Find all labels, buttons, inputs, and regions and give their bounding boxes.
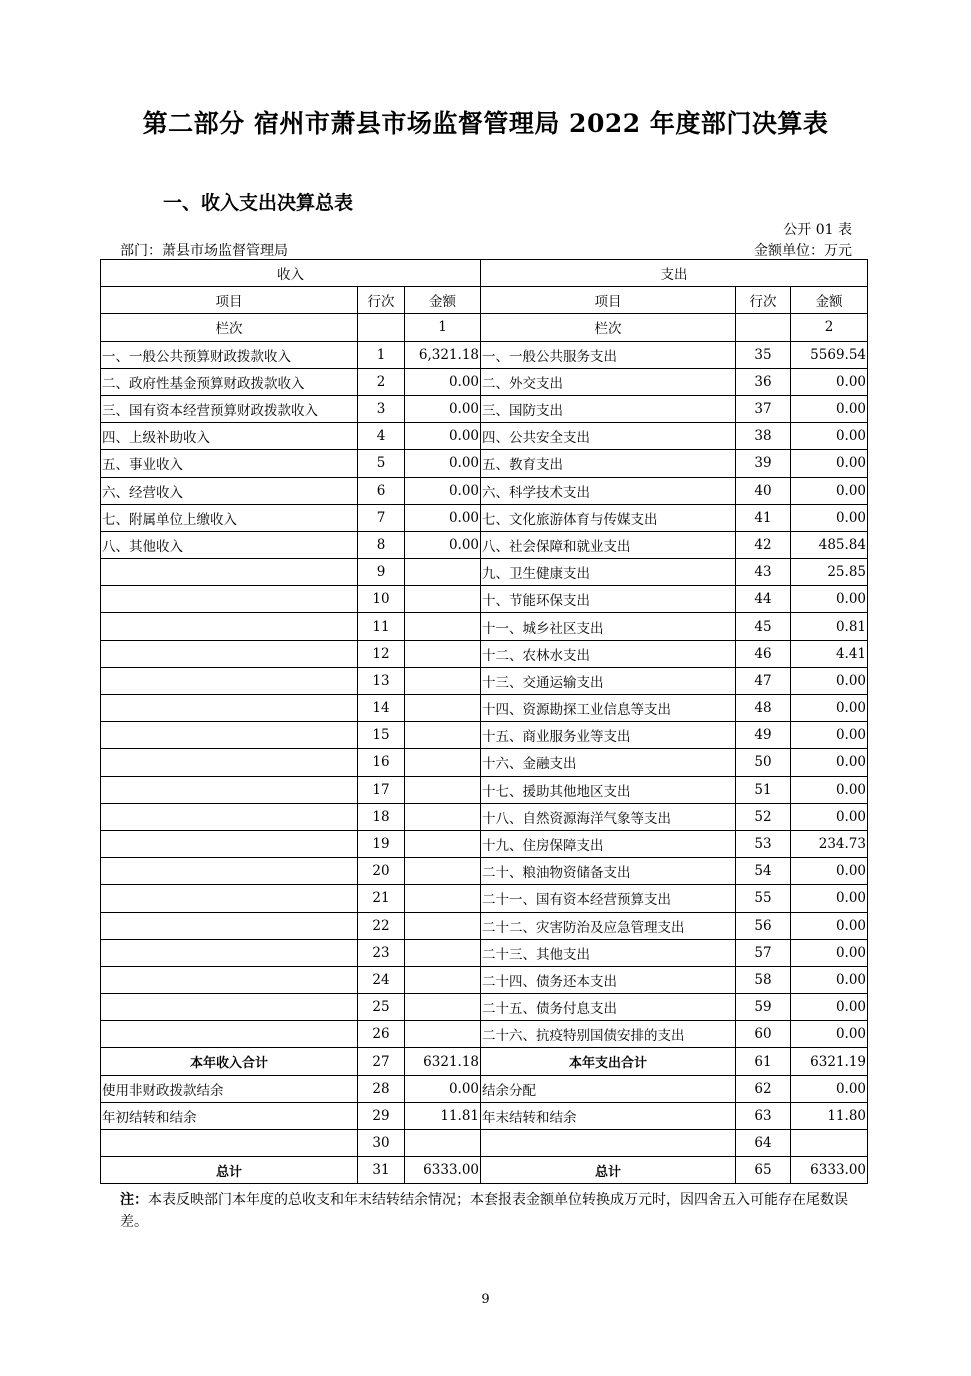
expense-item-cell: 十四、资源勘探工业信息等支出	[481, 695, 736, 722]
expense-item-cell: 结余分配	[481, 1075, 736, 1102]
income-item-cell: 三、国有资本经营预算财政拨款收入	[101, 395, 358, 422]
expense-row-number-cell: 63	[736, 1102, 791, 1129]
income-item-cell	[101, 613, 358, 640]
table-row	[101, 667, 868, 694]
income-item-cell	[101, 830, 358, 857]
expense-row-number-cell: 43	[736, 559, 791, 586]
income-amount-cell	[405, 1130, 481, 1157]
expense-item-cell: 二、外交支出	[481, 368, 736, 395]
expense-group-header: 支出	[481, 260, 868, 287]
income-item-cell	[101, 912, 358, 939]
expense-amount-cell: 0.81	[791, 613, 868, 640]
income-amount-cell: 0.00	[405, 395, 481, 422]
income-row-number-cell: 7	[358, 504, 405, 531]
income-item-cell: 四、上级补助收入	[101, 423, 358, 450]
expense-amount-cell: 0.00	[791, 939, 868, 966]
income-row-number-cell: 17	[358, 776, 405, 803]
income-row-number-cell: 23	[358, 939, 405, 966]
expense-lanci-number: 2	[791, 314, 868, 341]
department-label: 部门：萧县市场监督管理局	[120, 243, 288, 259]
expense-row-header: 行次	[736, 287, 791, 314]
page-number: 9	[481, 1292, 490, 1307]
expense-row-number-cell: 42	[736, 531, 791, 558]
expense-item-cell: 十八、自然资源海洋气象等支出	[481, 803, 736, 830]
expense-lanci-label: 栏次	[481, 314, 736, 341]
expense-amount-cell: 0.00	[791, 912, 868, 939]
expense-item-cell: 十三、交通运输支出	[481, 667, 736, 694]
table-row	[101, 368, 868, 395]
expense-item-cell: 七、文化旅游体育与传媒支出	[481, 504, 736, 531]
expense-item-cell: 十、节能环保支出	[481, 586, 736, 613]
table-row	[101, 1021, 868, 1048]
expense-amount-cell: 0.00	[791, 395, 868, 422]
expense-item-cell: 三、国防支出	[481, 395, 736, 422]
table-row	[101, 994, 868, 1021]
income-row-number-cell: 12	[358, 640, 405, 667]
table-row	[101, 749, 868, 776]
expense-item-cell: 二十三、其他支出	[481, 939, 736, 966]
income-item-cell	[101, 667, 358, 694]
income-amount-cell	[405, 559, 481, 586]
expense-amount-cell: 0.00	[791, 695, 868, 722]
expense-amount-cell: 0.00	[791, 1021, 868, 1048]
section-heading: 一、收入支出决算总表	[163, 192, 354, 214]
income-lanci-row	[358, 314, 405, 341]
income-amount-cell	[405, 640, 481, 667]
expense-row-number-cell: 48	[736, 695, 791, 722]
table-row	[101, 1048, 868, 1075]
expense-amount-header: 金额	[791, 287, 868, 314]
expense-amount-cell: 4.41	[791, 640, 868, 667]
income-item-cell	[101, 695, 358, 722]
expense-item-cell: 六、科学技术支出	[481, 477, 736, 504]
income-row-number-cell: 14	[358, 695, 405, 722]
table-row	[101, 477, 868, 504]
income-amount-cell: 0.00	[405, 477, 481, 504]
income-row-number-cell: 20	[358, 858, 405, 885]
income-amount-cell	[405, 830, 481, 857]
expense-amount-cell: 0.00	[791, 423, 868, 450]
footnote-text: 本表反映部门本年度的总收支和年末结转结余情况；本套报表金额单位转换成万元时，因四舍五入可能存在尾数误差。	[120, 1192, 848, 1230]
table-row	[101, 830, 868, 857]
lanci-row	[101, 314, 868, 341]
income-amount-cell	[405, 858, 481, 885]
income-item-cell	[101, 1130, 358, 1157]
expense-amount-cell: 0.00	[791, 586, 868, 613]
expense-item-cell: 四、公共安全支出	[481, 423, 736, 450]
expense-item-cell: 十二、农林水支出	[481, 640, 736, 667]
expense-row-number-cell: 45	[736, 613, 791, 640]
expense-item-cell: 一、一般公共服务支出	[481, 341, 736, 368]
expense-item-cell: 二十五、债务付息支出	[481, 994, 736, 1021]
table-row	[101, 1102, 868, 1129]
income-row-number-cell: 18	[358, 803, 405, 830]
expense-item-cell: 本年支出合计	[481, 1048, 736, 1075]
group-header-row	[101, 260, 868, 287]
table-row	[101, 341, 868, 368]
income-amount-cell: 0.00	[405, 368, 481, 395]
expense-row-number-cell: 46	[736, 640, 791, 667]
income-amount-cell	[405, 776, 481, 803]
table-row	[101, 450, 868, 477]
income-row-number-cell: 19	[358, 830, 405, 857]
expense-item-cell: 二十四、债务还本支出	[481, 966, 736, 993]
income-amount-cell	[405, 586, 481, 613]
income-amount-cell: 0.00	[405, 531, 481, 558]
expense-item-cell: 二十一、国有资本经营预算支出	[481, 885, 736, 912]
expense-row-number-cell: 59	[736, 994, 791, 1021]
income-row-header: 行次	[358, 287, 405, 314]
income-item-cell	[101, 966, 358, 993]
income-amount-cell: 0.00	[405, 1075, 481, 1102]
table-row	[101, 966, 868, 993]
expense-row-number-cell: 53	[736, 830, 791, 857]
expense-row-number-cell: 40	[736, 477, 791, 504]
column-header-row	[101, 287, 868, 314]
expense-row-number-cell: 61	[736, 1048, 791, 1075]
income-item-cell: 总计	[101, 1157, 358, 1184]
income-item-header: 项目	[101, 287, 358, 314]
income-amount-cell	[405, 667, 481, 694]
income-item-cell: 八、其他收入	[101, 531, 358, 558]
expense-amount-cell: 234.73	[791, 830, 868, 857]
expense-row-number-cell: 47	[736, 667, 791, 694]
income-item-cell	[101, 776, 358, 803]
income-item-cell	[101, 858, 358, 885]
expense-amount-cell: 0.00	[791, 749, 868, 776]
income-amount-cell: 0.00	[405, 423, 481, 450]
income-amount-cell	[405, 994, 481, 1021]
income-item-cell: 六、经营收入	[101, 477, 358, 504]
expense-row-number-cell: 35	[736, 341, 791, 368]
expense-amount-cell: 0.00	[791, 504, 868, 531]
table-row	[101, 722, 868, 749]
income-amount-cell: 6321.18	[405, 1048, 481, 1075]
expense-amount-cell: 0.00	[791, 667, 868, 694]
income-item-cell	[101, 803, 358, 830]
expense-row-number-cell: 50	[736, 749, 791, 776]
income-item-cell	[101, 722, 358, 749]
income-row-number-cell: 29	[358, 1102, 405, 1129]
income-amount-cell: 6,321.18	[405, 341, 481, 368]
expense-amount-cell: 0.00	[791, 803, 868, 830]
income-row-number-cell: 31	[358, 1157, 405, 1184]
expense-amount-cell: 0.00	[791, 368, 868, 395]
table-row	[101, 640, 868, 667]
income-item-cell	[101, 559, 358, 586]
income-row-number-cell: 2	[358, 368, 405, 395]
income-item-cell	[101, 994, 358, 1021]
income-row-number-cell: 11	[358, 613, 405, 640]
expense-row-number-cell: 49	[736, 722, 791, 749]
expense-row-number-cell: 56	[736, 912, 791, 939]
income-lanci-number: 1	[405, 314, 481, 341]
income-amount-cell	[405, 966, 481, 993]
table-row	[101, 395, 868, 422]
income-amount-cell	[405, 749, 481, 776]
expense-item-cell: 十七、援助其他地区支出	[481, 776, 736, 803]
form-number: 公开 01 表	[783, 222, 852, 238]
income-row-number-cell: 3	[358, 395, 405, 422]
income-amount-cell: 0.00	[405, 504, 481, 531]
table-row	[101, 423, 868, 450]
table-row	[101, 1075, 868, 1102]
income-item-cell	[101, 939, 358, 966]
expense-row-number-cell: 60	[736, 1021, 791, 1048]
expense-amount-cell: 0.00	[791, 966, 868, 993]
table-row	[101, 504, 868, 531]
income-row-number-cell: 25	[358, 994, 405, 1021]
expense-amount-cell: 6333.00	[791, 1157, 868, 1184]
expense-amount-cell: 0.00	[791, 994, 868, 1021]
income-item-cell	[101, 586, 358, 613]
expense-row-number-cell: 62	[736, 1075, 791, 1102]
expense-item-cell: 八、社会保障和就业支出	[481, 531, 736, 558]
income-item-cell: 五、事业收入	[101, 450, 358, 477]
table-row	[101, 885, 868, 912]
income-item-cell	[101, 640, 358, 667]
income-amount-cell	[405, 1021, 481, 1048]
income-row-number-cell: 21	[358, 885, 405, 912]
expense-item-cell: 总计	[481, 1157, 736, 1184]
table-row	[101, 559, 868, 586]
expense-item-cell: 十九、住房保障支出	[481, 830, 736, 857]
footnote-label: 注：	[120, 1192, 148, 1208]
expense-row-number-cell: 36	[736, 368, 791, 395]
expense-item-cell: 十六、金融支出	[481, 749, 736, 776]
expense-row-number-cell: 65	[736, 1157, 791, 1184]
table-row	[101, 695, 868, 722]
table-row	[101, 776, 868, 803]
income-row-number-cell: 9	[358, 559, 405, 586]
income-item-cell	[101, 885, 358, 912]
income-item-cell: 使用非财政拨款结余	[101, 1075, 358, 1102]
income-item-cell: 本年收入合计	[101, 1048, 358, 1075]
expense-item-cell	[481, 1130, 736, 1157]
expense-item-cell: 九、卫生健康支出	[481, 559, 736, 586]
income-row-number-cell: 4	[358, 423, 405, 450]
income-row-number-cell: 26	[358, 1021, 405, 1048]
income-amount-cell	[405, 885, 481, 912]
expense-row-number-cell: 44	[736, 586, 791, 613]
expense-row-number-cell: 39	[736, 450, 791, 477]
expense-amount-cell: 0.00	[791, 450, 868, 477]
expense-amount-cell: 0.00	[791, 722, 868, 749]
expense-lanci-row	[736, 314, 791, 341]
income-amount-cell: 6333.00	[405, 1157, 481, 1184]
expense-item-cell: 二十、粮油物资储备支出	[481, 858, 736, 885]
budget-summary-table	[100, 259, 868, 1184]
income-amount-cell: 11.81	[405, 1102, 481, 1129]
income-row-number-cell: 28	[358, 1075, 405, 1102]
expense-row-number-cell: 52	[736, 803, 791, 830]
income-group-header: 收入	[101, 260, 481, 287]
table-row	[101, 912, 868, 939]
footnote	[120, 1189, 860, 1233]
expense-row-number-cell: 41	[736, 504, 791, 531]
income-row-number-cell: 10	[358, 586, 405, 613]
income-row-number-cell: 24	[358, 966, 405, 993]
table-row	[101, 1157, 868, 1184]
expense-item-cell: 五、教育支出	[481, 450, 736, 477]
table-row	[101, 939, 868, 966]
table-row	[101, 803, 868, 830]
expense-row-number-cell: 51	[736, 776, 791, 803]
income-row-number-cell: 30	[358, 1130, 405, 1157]
expense-amount-cell	[791, 1130, 868, 1157]
expense-item-cell: 二十二、灾害防治及应急管理支出	[481, 912, 736, 939]
expense-row-number-cell: 54	[736, 858, 791, 885]
page-title: 第二部分 宿州市萧县市场监督管理局 2022 年度部门决算表	[142, 109, 829, 138]
income-row-number-cell: 22	[358, 912, 405, 939]
expense-amount-cell: 11.80	[791, 1102, 868, 1129]
income-row-number-cell: 1	[358, 341, 405, 368]
income-row-number-cell: 16	[358, 749, 405, 776]
income-item-cell: 七、附属单位上缴收入	[101, 504, 358, 531]
expense-amount-cell: 5569.54	[791, 341, 868, 368]
expense-amount-cell: 485.84	[791, 531, 868, 558]
expense-item-header: 项目	[481, 287, 736, 314]
income-item-cell: 年初结转和结余	[101, 1102, 358, 1129]
table-row	[101, 586, 868, 613]
income-amount-cell	[405, 803, 481, 830]
income-item-cell: 二、政府性基金预算财政拨款收入	[101, 368, 358, 395]
income-lanci-label: 栏次	[101, 314, 358, 341]
expense-amount-cell: 6321.19	[791, 1048, 868, 1075]
expense-row-number-cell: 55	[736, 885, 791, 912]
income-row-number-cell: 6	[358, 477, 405, 504]
table-row	[101, 858, 868, 885]
expense-row-number-cell: 64	[736, 1130, 791, 1157]
income-item-cell: 一、一般公共预算财政拨款收入	[101, 341, 358, 368]
table-row	[101, 613, 868, 640]
income-row-number-cell: 15	[358, 722, 405, 749]
expense-row-number-cell: 58	[736, 966, 791, 993]
income-amount-cell	[405, 912, 481, 939]
table-row	[101, 1130, 868, 1157]
expense-row-number-cell: 37	[736, 395, 791, 422]
income-row-number-cell: 27	[358, 1048, 405, 1075]
expense-item-cell: 二十六、抗疫特别国债安排的支出	[481, 1021, 736, 1048]
unit-label: 金额单位：万元	[754, 243, 852, 259]
expense-amount-cell: 0.00	[791, 477, 868, 504]
income-amount-cell	[405, 613, 481, 640]
income-item-cell	[101, 1021, 358, 1048]
income-amount-cell	[405, 695, 481, 722]
income-amount-cell	[405, 722, 481, 749]
income-amount-header: 金额	[405, 287, 481, 314]
expense-amount-cell: 25.85	[791, 559, 868, 586]
income-amount-cell: 0.00	[405, 450, 481, 477]
expense-item-cell: 十一、城乡社区支出	[481, 613, 736, 640]
income-item-cell	[101, 749, 358, 776]
expense-row-number-cell: 38	[736, 423, 791, 450]
table-row	[101, 531, 868, 558]
income-row-number-cell: 8	[358, 531, 405, 558]
expense-amount-cell: 0.00	[791, 776, 868, 803]
expense-amount-cell: 0.00	[791, 1075, 868, 1102]
expense-item-cell: 十五、商业服务业等支出	[481, 722, 736, 749]
expense-item-cell: 年末结转和结余	[481, 1102, 736, 1129]
income-row-number-cell: 5	[358, 450, 405, 477]
expense-row-number-cell: 57	[736, 939, 791, 966]
expense-amount-cell: 0.00	[791, 885, 868, 912]
income-amount-cell	[405, 939, 481, 966]
income-row-number-cell: 13	[358, 667, 405, 694]
expense-amount-cell: 0.00	[791, 858, 868, 885]
